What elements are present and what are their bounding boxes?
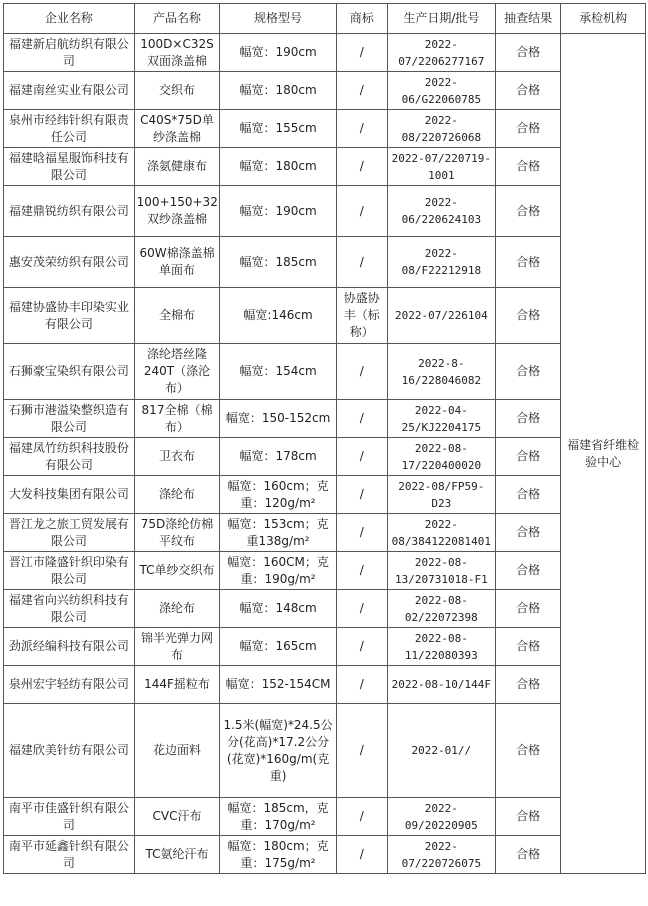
table-row (4, 400, 646, 438)
product-cell: TC单纱交织布 (134, 552, 220, 590)
result-cell: 合格 (495, 590, 560, 628)
table-row (4, 438, 646, 476)
brand-cell: / (336, 344, 387, 400)
result-cell: 合格 (495, 288, 560, 344)
company-cell: 晋江市隆盛针织印染有限公司 (4, 552, 135, 590)
brand-cell: / (336, 237, 387, 288)
table-row (4, 34, 646, 72)
company-cell: 福建协盛协丰印染实业有限公司 (4, 288, 135, 344)
product-cell: TC氨纶汗布 (134, 836, 220, 874)
table-row (4, 666, 646, 704)
result-cell: 合格 (495, 237, 560, 288)
spec-cell: 幅宽：180cm (220, 148, 336, 186)
table-row (4, 514, 646, 552)
company-cell: 福建南丝实业有限公司 (4, 72, 135, 110)
company-cell: 南平市延鑫针织有限公司 (4, 836, 135, 874)
product-cell: 100D×C32S双面涤盖棉 (134, 34, 220, 72)
date-batch-cell: 2022-07/220719-1001 (387, 148, 495, 186)
result-cell: 合格 (495, 476, 560, 514)
spec-cell: 幅宽：185cm，克重：170g/m² (220, 798, 336, 836)
product-cell: 交织布 (134, 72, 220, 110)
company-cell: 南平市佳盛针织有限公司 (4, 798, 135, 836)
company-cell: 福建凤竹纺织科技股份有限公司 (4, 438, 135, 476)
product-cell: 全棉布 (134, 288, 220, 344)
header-brand: 商标 (336, 4, 387, 34)
table-row (4, 552, 646, 590)
product-cell: CVC汗布 (134, 798, 220, 836)
date-batch-cell: 2022-8-16/228046082 (387, 344, 495, 400)
date-batch-cell: 2022-07/220726075 (387, 836, 495, 874)
brand-cell: 协盛协丰（标称） (336, 288, 387, 344)
table-row (4, 590, 646, 628)
date-batch-cell: 2022-07/2206277167 (387, 34, 495, 72)
brand-cell: / (336, 34, 387, 72)
spec-cell: 幅宽：153cm；克重138g/m² (220, 514, 336, 552)
product-cell: 100+150+32双纱涤盖棉 (134, 186, 220, 237)
spec-cell: 幅宽：148cm (220, 590, 336, 628)
spec-cell: 幅宽：154cm (220, 344, 336, 400)
date-batch-cell: 2022-07/226104 (387, 288, 495, 344)
result-cell: 合格 (495, 110, 560, 148)
result-cell: 合格 (495, 186, 560, 237)
spec-cell: 幅宽：178cm (220, 438, 336, 476)
company-cell: 泉州宏宇轻纺有限公司 (4, 666, 135, 704)
company-cell: 劲派经编科技有限公司 (4, 628, 135, 666)
result-cell: 合格 (495, 148, 560, 186)
company-cell: 石狮市港溢染整织造有限公司 (4, 400, 135, 438)
date-batch-cell: 2022-04-25/KJ2204175 (387, 400, 495, 438)
result-cell: 合格 (495, 666, 560, 704)
table-row (4, 186, 646, 237)
product-cell: C40S*75D单纱涤盖棉 (134, 110, 220, 148)
table-row (4, 237, 646, 288)
table-row (4, 836, 646, 874)
brand-cell: / (336, 476, 387, 514)
brand-cell: / (336, 186, 387, 237)
spec-cell: 幅宽：152-154CM (220, 666, 336, 704)
brand-cell: / (336, 704, 387, 798)
spec-cell: 幅宽：190cm (220, 186, 336, 237)
brand-cell: / (336, 798, 387, 836)
date-batch-cell: 2022-08-11/22080393 (387, 628, 495, 666)
company-cell: 大发科技集团有限公司 (4, 476, 135, 514)
table-body (4, 34, 646, 874)
spec-cell: 幅宽：185cm (220, 237, 336, 288)
date-batch-cell: 2022-08/384122081401 (387, 514, 495, 552)
result-cell: 合格 (495, 344, 560, 400)
header-row (4, 4, 646, 34)
date-batch-cell: 2022-06/G22060785 (387, 72, 495, 110)
date-batch-cell: 2022-08/F22212918 (387, 237, 495, 288)
date-batch-cell: 2022-08-02/22072398 (387, 590, 495, 628)
table-row (4, 110, 646, 148)
table-row (4, 704, 646, 798)
result-cell: 合格 (495, 514, 560, 552)
brand-cell: / (336, 590, 387, 628)
date-batch-cell: 2022-01// (387, 704, 495, 798)
header-spec: 规格型号 (220, 4, 336, 34)
header-product: 产品名称 (134, 4, 220, 34)
table-row (4, 344, 646, 400)
header-date-batch: 生产日期/批号 (387, 4, 495, 34)
product-cell: 锦半光弹力网布 (134, 628, 220, 666)
table-row (4, 288, 646, 344)
spec-cell: 幅宽：160cm；克重：120g/m² (220, 476, 336, 514)
spec-cell: 幅宽：180cm；克重：175g/m² (220, 836, 336, 874)
date-batch-cell: 2022-08-17/220400020 (387, 438, 495, 476)
product-cell: 涤纶塔丝隆240T（涤沦布） (134, 344, 220, 400)
product-cell: 817全棉（棉布） (134, 400, 220, 438)
brand-cell: / (336, 666, 387, 704)
brand-cell: / (336, 148, 387, 186)
header-result: 抽查结果 (495, 4, 560, 34)
date-batch-cell: 2022-08/220726068 (387, 110, 495, 148)
spec-cell: 幅宽：190cm (220, 34, 336, 72)
brand-cell: / (336, 110, 387, 148)
date-batch-cell: 2022-06/220624103 (387, 186, 495, 237)
spec-cell: 幅宽：150-152cm (220, 400, 336, 438)
brand-cell: / (336, 628, 387, 666)
product-cell: 144F摇粒布 (134, 666, 220, 704)
table-row (4, 148, 646, 186)
date-batch-cell: 2022-09/20220905 (387, 798, 495, 836)
spec-cell: 幅宽：180cm (220, 72, 336, 110)
brand-cell: / (336, 438, 387, 476)
result-cell: 合格 (495, 836, 560, 874)
brand-cell: / (336, 836, 387, 874)
brand-cell: / (336, 400, 387, 438)
spec-cell: 幅宽：160CM；克重：190g/m² (220, 552, 336, 590)
company-cell: 石狮豪宝染织有限公司 (4, 344, 135, 400)
table-row (4, 72, 646, 110)
company-cell: 福建欣美针纺有限公司 (4, 704, 135, 798)
product-cell: 涤纶布 (134, 590, 220, 628)
header-agency: 承检机构 (561, 4, 646, 34)
company-cell: 福建鼎锐纺织有限公司 (4, 186, 135, 237)
result-cell: 合格 (495, 552, 560, 590)
spec-cell: 幅宽：165cm (220, 628, 336, 666)
brand-cell: / (336, 72, 387, 110)
spec-cell: 幅宽:146cm (220, 288, 336, 344)
agency-cell: 福建省纤维检验中心 (561, 34, 646, 874)
product-cell: 60W棉涤盖棉单面布 (134, 237, 220, 288)
header-company: 企业名称 (4, 4, 135, 34)
result-cell: 合格 (495, 798, 560, 836)
result-cell: 合格 (495, 438, 560, 476)
table-row (4, 798, 646, 836)
brand-cell: / (336, 552, 387, 590)
date-batch-cell: 2022-08-13/20731018-F1 (387, 552, 495, 590)
result-cell: 合格 (495, 704, 560, 798)
company-cell: 福建省向兴纺织科技有限公司 (4, 590, 135, 628)
result-cell: 合格 (495, 34, 560, 72)
date-batch-cell: 2022-08/FP59-D23 (387, 476, 495, 514)
brand-cell: / (336, 514, 387, 552)
spec-cell: 幅宽：155cm (220, 110, 336, 148)
company-cell: 福建晗福星服饰科技有限公司 (4, 148, 135, 186)
result-cell: 合格 (495, 628, 560, 666)
company-cell: 晋江龙之旅工贸发展有限公司 (4, 514, 135, 552)
result-cell: 合格 (495, 400, 560, 438)
product-cell: 卫衣布 (134, 438, 220, 476)
company-cell: 福建新启航纺织有限公司 (4, 34, 135, 72)
inspection-results-table (3, 3, 646, 874)
table-row (4, 628, 646, 666)
company-cell: 惠安茂荣纺织有限公司 (4, 237, 135, 288)
product-cell: 涤纶布 (134, 476, 220, 514)
product-cell: 花边面料 (134, 704, 220, 798)
result-cell: 合格 (495, 72, 560, 110)
spec-cell: 1.5米(幅宽)*24.5公分(花高)*17.2公分(花宽)*160g/m(克重) (220, 704, 336, 798)
company-cell: 泉州市经纬针织有限责任公司 (4, 110, 135, 148)
date-batch-cell: 2022-08-10/144F (387, 666, 495, 704)
product-cell: 75D涤纶仿棉平纹布 (134, 514, 220, 552)
product-cell: 涤氨健康布 (134, 148, 220, 186)
table-row (4, 476, 646, 514)
